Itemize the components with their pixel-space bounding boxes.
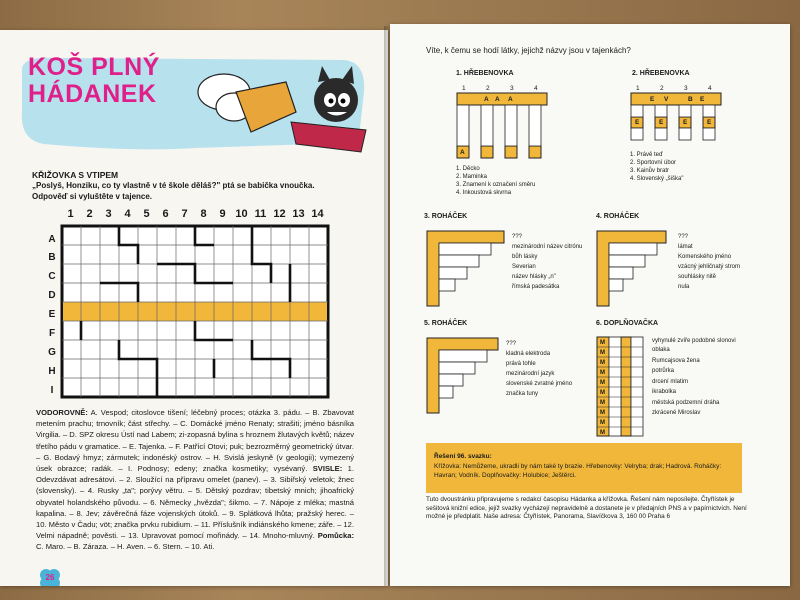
column-number: 3 — [105, 208, 112, 220]
column-number: 11 — [254, 208, 267, 220]
clue: mezinárodní jazyk — [506, 371, 555, 377]
clue: vzácný jehličnatý strom — [678, 264, 741, 270]
clue: Komenského jméno — [678, 254, 732, 260]
clues-vertical-label: SVISLE: — [312, 464, 343, 474]
clue: ??? — [678, 234, 689, 240]
clues-horizontal-label: VODOROVNĚ: — [36, 408, 88, 417]
page-number: 26 — [45, 573, 55, 582]
clue: název hlásky „n" — [512, 274, 556, 280]
puzzle-4-title: 4. ROHÁČEK — [596, 213, 640, 220]
grid-letter: M — [600, 390, 605, 396]
clue: římská padesátka — [512, 284, 560, 290]
puzzle-6-clues — [652, 338, 762, 419]
solution-title: Řešení 96. svazku: — [434, 453, 492, 460]
column-number: 6 — [162, 208, 169, 220]
clue: 4. Inkoustová skvrna — [456, 190, 512, 196]
column-number: 7 — [181, 208, 188, 220]
row-letter: A — [48, 234, 56, 245]
clue: mezinárodní název citrónu — [512, 244, 583, 250]
column-number: 4 — [124, 208, 131, 220]
row-letter: C — [48, 271, 56, 282]
row-letter: F — [48, 328, 56, 339]
column-number: 13 — [292, 208, 305, 220]
clue: 2. Maminka — [456, 174, 488, 180]
crossword-grid[interactable] — [60, 224, 332, 402]
grid-letter: A — [460, 149, 465, 156]
clues-horizontal: A. Vespod; citoslovce tišení; léčebný proces; otázka 3. pádu. – B. Zbavovat metením prachu; trnovník; část střechy. – C. Domácké jméno Renaty; strašiti; jméno básníka Virgilia. – D. SPZ okresu Ústí nad Labem; zi-zopasná bylina s hroznem žlutavých květů; název třetího pádu v gramatice. – E. Tajenka. – F. Patřící Otovi; puk; bezrozměrný geometrický útvar. – G. Bodavý hmyz; zármutek; indonéský ostrov. – H. Svislá jeskyně (v geologii); vymezený úsek obrazce; radák. – I. Podnosy; edeny; značka kosmetiky; vysévaný. — [36, 408, 354, 474]
puzzle-3-title: 3. ROHÁČEK — [424, 213, 468, 220]
clues-vertical: 1. Odevzdávat adresátovi. – 2. Sloužící na přípravu omelet (panev). – 3. Sibiřský veletok; žnec (slovensky). – 4. Rusky „ta"; porývy větru. – 5. Dětský pozdrav; tibetský mnich; jihoafrický obyvatel holandského původu. – 6. Německy „hvězda"; šikmo. – 7. Nápoje z mléka; mastná kapalina. – 8. Jev; závěrečná fáze vojenských útoků. – 9. Splátková lhůta; pražský herec. – 10. Město v Čadu; vöt; značka prvku rubidium. – 11. Příslušník indiánského kmene; záře. – 12. Velmi nápadně; pověsti. – 13. Upravovat pomocí mořinády. – 14. Mnoho-mluvný. — [36, 464, 354, 541]
puzzle-5-clues — [506, 339, 590, 399]
puzzle-number: 4 — [534, 85, 538, 92]
hint-label: Pomůcka: — [317, 531, 354, 541]
clue: 4. Slovenský „šiška" — [630, 176, 684, 182]
grid-letter: M — [600, 410, 605, 416]
row-letter: E — [48, 309, 56, 320]
column-number: 10 — [235, 208, 248, 220]
clue: potrůrka — [652, 368, 675, 374]
grid-letter: E — [700, 96, 705, 103]
crossword-clues — [36, 407, 354, 553]
puzzle-3-grid[interactable] — [426, 230, 506, 308]
column-number: 5 — [143, 208, 150, 220]
puzzle-5-title: 5. ROHÁČEK — [424, 320, 468, 327]
grid-letter: E — [707, 119, 712, 126]
puzzle-number: 1 — [462, 85, 466, 92]
section-heading: KŘIŽOVKA S VTIPEM — [32, 170, 119, 180]
row-letter: H — [48, 366, 56, 377]
clue: 3. Kainův bratr — [630, 168, 670, 174]
clue: prává tohle — [506, 361, 536, 367]
clue: souhlásky nitě — [678, 274, 717, 280]
grid-letter: E — [650, 96, 655, 103]
grid-letter: M — [600, 430, 605, 436]
footer-note: Tuto dvoustránku připravujeme s redakcí časopisu Hádanka a křížovka. Řešení nám neposílejte. Čtyřlístek je sešitová knižní edice, jejíž svazky vycházejí nepravidelně a dostanete je v předajních PNS a v papírnictvích. Není možné je předplatit. Naše adresa: Čtyřlístek, Panorama, Slavíčkova 3, 160 00 Praha 6 — [426, 496, 747, 521]
puzzle-6-letters — [600, 338, 610, 438]
four-leaf-clover-icon — [38, 567, 62, 586]
puzzle-2-clues — [630, 151, 683, 183]
clue: kladná elektroda — [506, 351, 551, 357]
clue: 1. Právě teď — [630, 152, 663, 158]
grid-letter: A — [495, 96, 500, 103]
puzzle-number: 3 — [510, 85, 514, 92]
clue: nula — [678, 284, 690, 290]
row-letter: D — [48, 290, 56, 301]
left-page — [0, 30, 388, 586]
clue: ??? — [506, 341, 517, 347]
clue: ikrabolka — [652, 389, 677, 395]
puzzle-number: 4 — [708, 85, 712, 92]
puzzle-5-grid[interactable] — [426, 337, 506, 415]
clue: 2. Sportovní úbor — [630, 160, 677, 166]
column-number: 1 — [67, 208, 74, 220]
grid-letter: M — [600, 420, 605, 426]
puzzle-number: 1 — [636, 85, 640, 92]
puzzle-2-grid[interactable] — [630, 92, 722, 142]
grid-letter: M — [600, 360, 605, 366]
row-letter: I — [50, 385, 54, 396]
grid-letter: A — [508, 96, 513, 103]
grid-letter: V — [664, 96, 669, 103]
clue: lámat — [678, 244, 693, 250]
right-page-question: Víte, k čemu se hodí látky, jejichž názvy jsou v tajenkách? — [426, 46, 631, 55]
clue: městská podzemní dráha — [652, 399, 720, 406]
grid-letter: M — [600, 340, 605, 346]
puzzle-1-title: 1. HŘEBENOVKA — [456, 70, 514, 77]
solution-text: Křížovka: Nemůžeme, ukradli by nám také ty brazie. Hřebenovky: Velryba; drak; Hadrová. Roháčky: Havran; Vodník. Doplňovačky: Holubice; Ještěrci. — [434, 463, 722, 479]
cat-cartoon-icon — [176, 52, 376, 162]
crossword-intro: „Poslyš, Honziku, co ty vlastně v té škole děláš?" ptá se babička vnoučka. Odpověď si vyluštěte v tajence. — [32, 181, 315, 201]
grid-letter: A — [484, 96, 489, 103]
grid-letter: B — [688, 96, 693, 103]
clue: slovenské zvratné jméno — [506, 381, 573, 387]
puzzle-4-clues — [678, 232, 784, 292]
clue: Rumcajsova žena — [652, 357, 700, 364]
row-letter: G — [48, 347, 56, 358]
hint-text: C. Maro. – B. Záraza. – H. Aven. – 6. Stern. – 10. Ati. — [36, 542, 215, 552]
puzzle-1-clues — [456, 165, 535, 197]
puzzle-6-title: 6. DOPLŇOVAČKA — [596, 320, 659, 327]
clue: ??? — [512, 234, 523, 240]
puzzle-number: 2 — [486, 85, 490, 92]
clue: drcení mlatim — [652, 378, 689, 385]
grid-letter: M — [600, 380, 605, 386]
clue: 1. Děcko — [456, 166, 480, 172]
puzzle-1-grid[interactable] — [456, 92, 548, 160]
clue: bůh lásky — [512, 254, 538, 260]
clue: značka tuny — [506, 391, 539, 397]
row-letter: B — [48, 252, 56, 263]
grid-letter: E — [659, 119, 664, 126]
clue: Severian — [512, 264, 536, 270]
puzzle-4-grid[interactable] — [596, 230, 676, 308]
puzzle-2-title: 2. HŘEBENOVKA — [632, 70, 690, 77]
column-number: 8 — [200, 208, 207, 220]
column-number: 12 — [273, 208, 286, 220]
grid-letter: M — [600, 350, 605, 356]
column-number: 9 — [219, 208, 226, 220]
clue: vyhynulé zvíře podobné slonovi — [652, 338, 736, 344]
clue: zkrácené Miroslav — [652, 410, 701, 416]
column-number: 2 — [86, 208, 93, 220]
puzzle-number: 2 — [660, 85, 664, 92]
grid-letter: M — [600, 370, 605, 376]
page-title: KOŠ PLNÝ HÁDANEK — [28, 53, 160, 108]
grid-letter: E — [683, 119, 688, 126]
previous-solution-box — [426, 443, 742, 493]
clue: oblaka — [652, 347, 670, 353]
column-number: 14 — [311, 208, 324, 220]
clue: 3. Znamení k označení směru — [456, 182, 536, 188]
puzzle-number: 3 — [684, 85, 688, 92]
grid-letter: E — [635, 119, 640, 126]
puzzle-3-clues — [512, 232, 592, 292]
grid-letter: M — [600, 400, 605, 406]
